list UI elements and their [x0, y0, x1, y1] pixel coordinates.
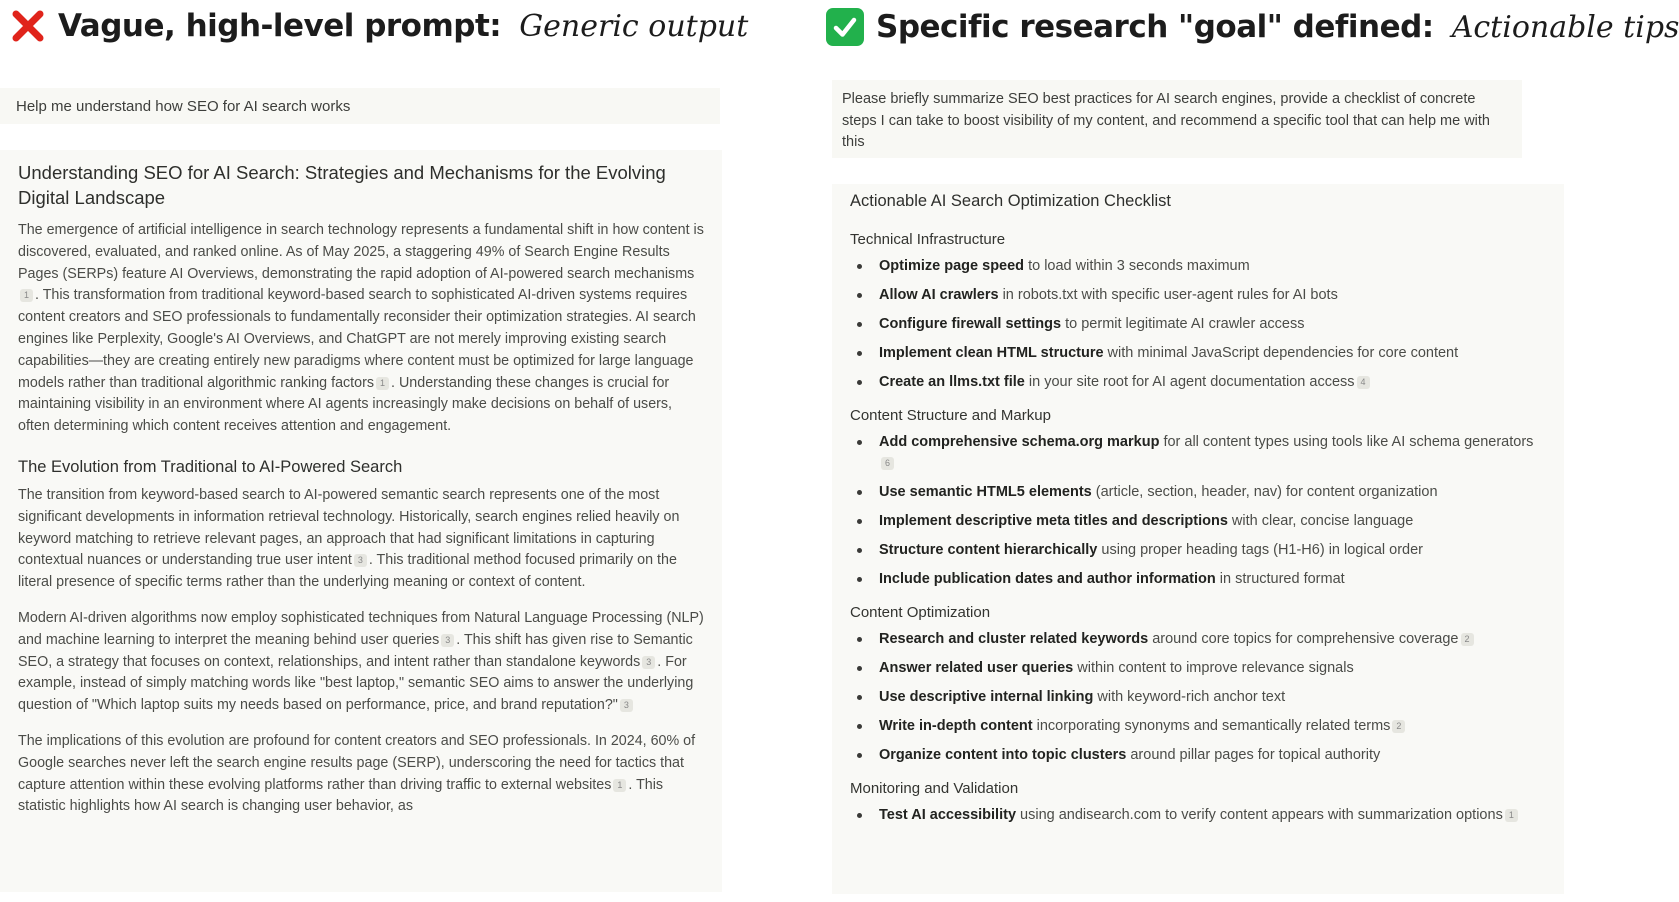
citation-badge[interactable]: 6: [881, 457, 894, 470]
checklist-list: [850, 256, 1546, 393]
checklist-group-title: Monitoring and Validation: [850, 780, 1019, 797]
checklist-list: [850, 805, 1546, 826]
checklist-item-action: Research and cluster related keywords: [879, 631, 1149, 647]
checklist-item: [850, 482, 1546, 503]
paragraph-text: . This transformation from traditional keyword-based search to sophisticated AI-driven systems requires content creators and SEO professionals to fundamentally reconsider their optimization strategies. AI search engines like Perplexity, Google's AI Overviews, and ChatGPT are not merely improving existing search capabilities—they are creating entirely new paradigms where content must be optimized for large language models rather than traditional algorithmic ranking factors: [18, 287, 696, 391]
section-heading: The Evolution from Traditional to AI-Powered Search: [18, 457, 403, 476]
citation-badge[interactable]: 1: [376, 377, 389, 390]
paragraph-text: The transition from keyword-based search to AI-powered semantic search represents one of the most significant developments in information retrieval technology. Historically, search engines relied heavily on keyword matching to retrieve relevant pages, an approach that had significant limitations in capturing contextual nuances or understanding true user intent: [18, 486, 680, 569]
checklist-item-detail: in robots.txt with specific user-agent rules for AI bots: [998, 287, 1338, 303]
citation-badge[interactable]: 2: [1461, 633, 1474, 646]
checklist-item: [850, 540, 1546, 561]
paragraph-text: . This shift has given rise to Semantic SEO, a strategy that focuses on context, relationships, and intent rather than standalone keywords: [18, 631, 693, 670]
checklist-item-detail: for all content types using tools like AI schema generators: [1159, 434, 1534, 450]
checklist-groups: [850, 231, 1546, 826]
checklist-item: [850, 285, 1546, 306]
checklist-item-action: Allow AI crawlers: [879, 287, 999, 303]
checklist-item: [850, 314, 1546, 335]
checklist-item: [850, 658, 1546, 679]
checklist-item-action: Optimize page speed: [879, 258, 1025, 274]
bullet-icon: [857, 695, 862, 700]
bullet-icon: [857, 724, 862, 729]
right-user-prompt: Please briefly summarize SEO best practices for AI search engines, provide a checklist of concrete steps I can take to boost visibility of my content, and recommend a specific tool that can help me with this: [832, 80, 1522, 158]
citation-badge[interactable]: 3: [441, 634, 454, 647]
checklist-item-detail: around core topics for comprehensive coverage: [1148, 631, 1459, 647]
paragraph-text: The emergence of artificial intelligence in search technology represents a fundamental shift in how content is discovered, evaluated, and ranked online. As of May 2025, a staggering 49% of Search Engine Results Pages (SERPs) feature AI Overviews, demonstrating the rapid adoption of AI-powered search mechanisms: [18, 222, 704, 282]
bullet-icon: [857, 813, 862, 818]
checklist-item-action: Create an llms.txt file: [879, 374, 1025, 390]
checklist-item-detail: using proper heading tags (H1-H6) in logical order: [1097, 542, 1423, 558]
citation-badge[interactable]: 2: [1392, 720, 1405, 733]
bullet-icon: [857, 519, 862, 524]
right-header: [826, 8, 1679, 46]
checklist-item-detail: with clear, concise language: [1227, 513, 1414, 529]
article-paragraph: [18, 731, 704, 818]
paragraph-text: Modern AI-driven algorithms now employ sophisticated techniques from Natural Language Processing (NLP) and machine learning to interpret the meaning behind user queries: [18, 609, 704, 648]
left-user-prompt: Help me understand how SEO for AI search works: [0, 88, 720, 124]
citation-badge[interactable]: 3: [620, 699, 633, 712]
checklist-list: [850, 432, 1546, 590]
bullet-icon: [857, 264, 862, 269]
checklist-item: [850, 629, 1546, 650]
checklist-item-action: Configure firewall settings: [879, 316, 1062, 332]
checklist-group-title: Content Optimization: [850, 604, 991, 621]
citation-badge[interactable]: 3: [642, 656, 655, 669]
bullet-icon: [857, 380, 862, 385]
checklist-item-action: Organize content into topic clusters: [879, 747, 1127, 763]
checklist-item-detail: (article, section, header, nav) for content organization: [1091, 484, 1438, 500]
checklist-item-action: Implement clean HTML structure: [879, 345, 1104, 361]
checklist-item: [850, 805, 1546, 826]
checklist-item-action: Structure content hierarchically: [879, 542, 1098, 558]
bullet-icon: [857, 322, 862, 327]
checklist-item-action: Test AI accessibility: [879, 807, 1017, 823]
checklist-item-detail: in your site root for AI agent documentation access: [1024, 374, 1355, 390]
checklist-item-action: Implement descriptive meta titles and descriptions: [879, 513, 1228, 529]
checklist-list: [850, 629, 1546, 766]
checklist-item: [850, 343, 1546, 364]
bullet-icon: [857, 548, 862, 553]
left-header-subtitle: Generic output: [519, 8, 749, 44]
checklist-item-action: Answer related user queries: [879, 660, 1074, 676]
bullet-icon: [857, 293, 862, 298]
checklist-item-detail: with keyword-rich anchor text: [1093, 689, 1286, 705]
checklist-item-action: Use descriptive internal linking: [879, 689, 1094, 705]
checklist-item: [850, 511, 1546, 532]
checklist-item-action: Add comprehensive schema.org markup: [879, 434, 1160, 450]
citation-badge[interactable]: 1: [1505, 809, 1518, 822]
checklist-item: [850, 372, 1546, 393]
paragraph-text: The implications of this evolution are profound for content creators and SEO professionals. In 2024, 60% of Google searches never left the search engine results page (SERP), underscoring the need for tactics that capture attention within these evolving platforms rather than driving traffic to external websites: [18, 732, 696, 793]
red-x-icon: [10, 8, 46, 44]
paragraph-text: . This traditional method focused primarily on the literal presence of specific terms rather than the underlying meaning or context of content.: [18, 552, 677, 591]
bullet-icon: [857, 666, 862, 671]
article-title: Understanding SEO for AI Search: Strategies and Mechanisms for the Evolving Digital Landscape: [18, 162, 666, 208]
checklist-item-action: Write in-depth content: [879, 718, 1033, 734]
checklist-item: [850, 432, 1546, 474]
checklist-item-detail: within content to improve relevance signals: [1073, 660, 1354, 676]
article-paragraph: [18, 485, 704, 594]
paragraph-text: . This statistic highlights how AI search is changing user behavior, as: [18, 776, 664, 815]
checklist-item-detail: to load within 3 seconds maximum: [1024, 258, 1250, 274]
green-check-icon: [826, 8, 864, 46]
paragraph-text: . Understanding these changes is crucial for maintaining visibility in an environment where AI agents increasingly make decisions on behalf of users, often determining which content receives attention and engagement.: [18, 374, 673, 435]
checklist-group-title: Content Structure and Markup: [850, 407, 1051, 424]
checklist-item-detail: using andisearch.com to verify content appears with summarization options: [1016, 807, 1503, 823]
checklist-title: Actionable AI Search Optimization Checklist: [850, 192, 1171, 210]
right-header-subtitle: Actionable tips: [1451, 9, 1679, 45]
citation-badge[interactable]: 1: [20, 289, 33, 302]
bullet-icon: [857, 440, 862, 445]
citation-badge[interactable]: 1: [613, 779, 626, 792]
bullet-icon: [857, 577, 862, 582]
article-paragraph: [18, 220, 704, 438]
checklist-item: [850, 687, 1546, 708]
checklist-item-detail: in structured format: [1215, 571, 1345, 587]
left-header-title: Vague, high-level prompt:: [58, 8, 502, 44]
bullet-icon: [857, 351, 862, 356]
right-header-title: Specific research "goal" defined:: [876, 9, 1434, 45]
right-response-panel: [832, 184, 1564, 894]
bullet-icon: [857, 490, 862, 495]
checklist-group-title: Technical Infrastructure: [850, 231, 1006, 248]
paragraph-text: . For example, instead of simply matching words like "best laptop," semantic SEO aims to answer the underlying question of "Which laptop suits my needs based on performance, price, and brand reputation?": [18, 653, 694, 714]
checklist-item: [850, 745, 1546, 766]
left-header: [10, 8, 748, 44]
checklist-item-detail: around pillar pages for topical authority: [1126, 747, 1381, 763]
checklist-item-detail: incorporating synonyms and semantically related terms: [1032, 718, 1391, 734]
bullet-icon: [857, 753, 862, 758]
checklist-item: [850, 256, 1546, 277]
checklist-item: [850, 716, 1546, 737]
left-response-panel: [0, 150, 722, 892]
checklist-item-detail: with minimal JavaScript dependencies for core content: [1103, 345, 1459, 361]
checklist-item: [850, 569, 1546, 590]
bullet-icon: [857, 637, 862, 642]
checklist-item-action: Use semantic HTML5 elements: [879, 484, 1092, 500]
checklist-item-action: Include publication dates and author information: [879, 571, 1216, 587]
article-paragraph: [18, 608, 704, 717]
citation-badge[interactable]: 3: [354, 554, 367, 567]
checklist-item-detail: to permit legitimate AI crawler access: [1061, 316, 1305, 332]
citation-badge[interactable]: 4: [1357, 376, 1370, 389]
